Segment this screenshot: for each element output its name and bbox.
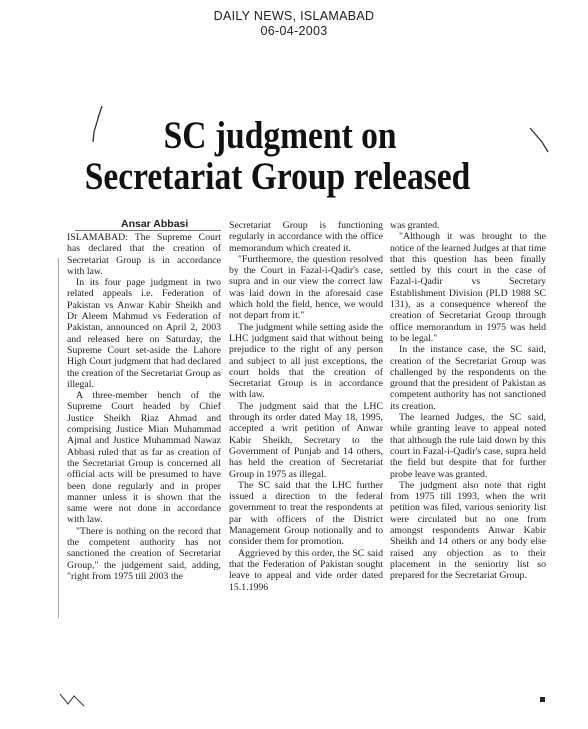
- article-paragraph: In its four page judgment in two related appeals i.e. Federation of Pakistan vs Anwar Kabir Sheikh and Dr Aleem Mahmud vs Federation of Pakistan, announced on April 2, 2003 and released here on Saturday, the Supreme Court set-aside the Lahore High Court judgment that had declared the creation of the Secretariat Group as illegal.: [67, 277, 221, 390]
- article-paragraph: The judgment while setting aside the LHC judgment said that without being prejudice to the right of any person and subject to all just exceptions, the court holds that the creation of Secretariat Group is in accordance with law.: [229, 321, 383, 401]
- headline-line-1: SC judgment on: [163, 114, 397, 157]
- pen-mark-right-icon: [528, 126, 550, 156]
- article-paragraph: "Although it was brought to the notice of the learned Judges at that time that this question has been finally settled by this court in the case of Fazal-i-Qadir vs Secretary Establishment Division (PLD 1988 SC 131), as a consequence whereof the creation of Secretariat Group through office memorandum in 1975 was held to be legal.": [390, 231, 546, 344]
- article-column-3: [390, 220, 546, 582]
- article-column-2: [229, 220, 383, 593]
- article-paragraph: ISLAMABAD: The Supreme Court has declared that the creation of Secretariat Group is in accordance with law.: [67, 232, 221, 277]
- publication-name: DAILY NEWS, ISLAMABAD: [213, 9, 375, 23]
- article-paragraph: Secretariat Group is functioning regularly in accordance with the office memorandum which created it.: [229, 220, 383, 254]
- end-of-article-mark: [540, 697, 545, 702]
- pen-mark-bottom-icon: [58, 690, 98, 710]
- headline-line-2: Secretariat Group released: [84, 155, 471, 198]
- article-column-1: [67, 232, 221, 582]
- byline: Ansar Abbasi: [121, 218, 189, 230]
- article-paragraph: In the instance case, the SC said, creation of the Secretariat Group was challenged by the respondents on the ground that the president of Pakistan as competent authority has not sanctioned its creation.: [390, 344, 546, 412]
- article-paragraph: The SC said that the LHC further issued a direction to the federal government to treat the respondents at par with officers of the District Management Group notionally and to consider them for promotion.: [229, 479, 383, 548]
- article-paragraph: The judgment said that the LHC through its order dated May 18, 1995, accepted a writ petition of Anwar Kabir Sheikh, Secretary to the Government of Punjab and 14 others, has held the creation of Secretariat Group in 1975 as illegal.: [229, 400, 383, 480]
- article-paragraph: The learned Judges, the SC said, while granting leave to appeal noted that although the rule laid down by this court in Fazal-i-Qadir's case, supra held the field but despite that for further probe leave was granted.: [390, 412, 546, 480]
- byline-rule: [75, 230, 221, 231]
- article-paragraph: "Furthermore, the question resolved by the Court in Fazal-i-Qadir's case, supra and in our view the correct law was laid down in the aforesaid case which hold the field, hence, we would not depart from it.": [229, 253, 383, 322]
- article-paragraph: Aggrieved by this order, the SC said that the Federation of Pakistan sought leave to appeal and vide order dated 15.1.1996: [229, 547, 383, 593]
- publication-date: 06-04-2003: [260, 24, 328, 38]
- article-paragraph: A three-member bench of the Supreme Court headed by Chief Justice Sheikh Riaz Ahmad and comprising Justice Mian Muhammad Ajmal and Justice Muhammad Nawaz Abbasi ruled that as far as creation of the Secretariat Group is concerned all official acts will be presumed to have been done regularly and in proper manner unless it is shown that the same were not done in accordance with law.: [67, 390, 221, 526]
- article-paragraph: was granted.: [390, 220, 440, 231]
- article-paragraph: The judgment also note that right from 1975 till 1993, when the writ petition was filed, various seniority list were circulated but no one from amongst respondents Anwar Kabir Sheikh and 14 others or any body else raised any objection as to their placement in the seniority list so prepared for the Secretariat Group.: [390, 479, 546, 582]
- clipping-edge-line: [58, 258, 59, 618]
- article-paragraph: "There is nothing on the record that the competent authority has not sanctioned the creation of Secretariat Group," the judgement said, adding, "right from 1975 till 2003 the: [67, 525, 221, 582]
- article-headline: [78, 115, 482, 197]
